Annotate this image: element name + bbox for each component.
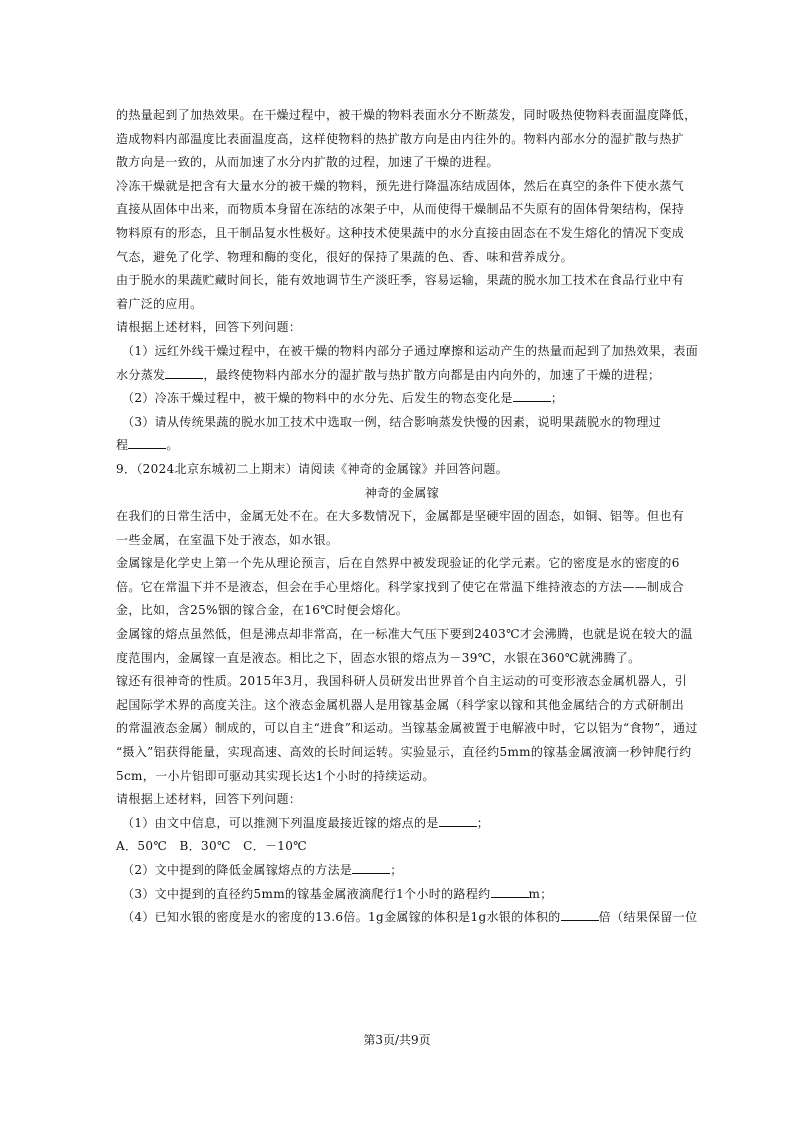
text-line: “摄入”铝获得能量，实现高速、高效的长时间运转。实验显示，直径约5mm的镓基金属液滴一秒钟爬行约 bbox=[116, 745, 692, 760]
text-line: 直接从固体中出来，而物质本身留在冻结的冰架子中，从而使得干燥制品不失原有的固体骨架结构，保持 bbox=[116, 202, 685, 217]
text-segment: 程 bbox=[116, 438, 129, 453]
question-line: （1）远红外线干燥过程中，在被干燥的物料内部分子通过摩擦和运动产生的热量而起到了加热效果，表面 bbox=[122, 343, 699, 358]
text-segment: ，最终使物料内部水分的湿扩散与热扩散方向都是由内向外的，加速了干燥的进程； bbox=[203, 367, 661, 382]
answer-blank[interactable] bbox=[439, 814, 477, 827]
text-segment: （2）冷冻干燥过程中，被干燥的物料中的水分先、后发生的物态变化是 bbox=[122, 391, 513, 406]
text-segment: 水分蒸发 bbox=[116, 367, 166, 382]
text-segment: （3）文中提到的直径约5mm的镓基金属液滴爬行1个小时的路程约 bbox=[122, 886, 491, 901]
answer-blank[interactable] bbox=[561, 908, 599, 921]
text-line: 请根据上述材料，回答下列问题： bbox=[116, 792, 302, 807]
text-line: 冷冻干燥就是把含有大量水分的被干燥的物料，预先进行降温冻结成固体，然后在真空的条件下使水蒸气 bbox=[116, 178, 685, 193]
question-line: （3）请从传统果蔬的脱水加工技术中选取一例，结合影响蒸发快慢的因素，说明果蔬脱水的物理过 bbox=[122, 414, 662, 429]
text-segment: m； bbox=[528, 886, 553, 901]
question-line bbox=[116, 434, 688, 458]
text-line: 金属镓是化学史上第一个先从理论预言，后在自然界中被发现验证的化学元素。它的密度是水的密度的6 bbox=[116, 556, 680, 571]
question-line bbox=[116, 859, 688, 883]
question-line bbox=[116, 387, 688, 411]
page-number: 第3页/共9页 bbox=[363, 1033, 431, 1047]
question-line bbox=[116, 906, 698, 930]
text-line: 镓还有很神奇的性质。2015年3月，我国科研人员研发出世界首个自主运动的可变形液态金属机器人，引 bbox=[116, 674, 687, 689]
text-line: 散方向是一致的，从而加速了水分内扩散的过程，加速了干燥的进程。 bbox=[116, 155, 499, 170]
text-line: 度范围内，金属镓一直是液态。相比之下，固态水银的熔点为－39℃，水银在360℃就沸腾了。 bbox=[116, 650, 641, 665]
text-segment: 。 bbox=[166, 438, 179, 453]
text-line: 在我们的日常生活中，金属无处不在。在大多数情况下，金属都是坚硬牢固的固态，如铜、铝等。但也有 bbox=[116, 509, 685, 524]
question-heading: 9．（2024北京东城初二上期末）请阅读《神奇的金属镓》并回答问题。 bbox=[116, 461, 509, 476]
answer-blank[interactable] bbox=[165, 366, 203, 379]
text-segment: （2）文中提到的降低金属镓熔点的方法是 bbox=[122, 863, 353, 877]
text-segment: ； bbox=[550, 391, 564, 406]
text-segment: 倍（结果保留一位 bbox=[598, 910, 698, 925]
text-segment: （4）已知水银的密度是水的密度的13.6倍。1g金属镓的体积是1g水银的体积的 bbox=[122, 910, 561, 925]
text-line: 金属镓的熔点虽然低，但是沸点却非常高，在一标准大气压下要到2403℃才会沸腾，也就是说在较大的温 bbox=[116, 627, 693, 642]
text-line: 金，比如，含25%铟的镓合金，在16℃时便会熔化。 bbox=[116, 603, 409, 618]
page-content bbox=[116, 104, 699, 930]
text-segment: ； bbox=[476, 815, 490, 830]
text-line: 气态，避免了化学、物理和酶的变化，很好的保持了果蔬的色、香、味和营养成分。 bbox=[116, 249, 573, 264]
text-segment: ； bbox=[390, 863, 403, 877]
article-title: 神奇的金属镓 bbox=[364, 485, 440, 500]
text-line: 起国际学术界的高度关注。这个液态金属机器人是用镓基金属（科学家以镓和其他金属结合的方式研制出 bbox=[116, 697, 685, 712]
answer-blank[interactable] bbox=[352, 861, 390, 874]
text-line: 由于脱水的果蔬贮藏时间长，能有效地调节生产淡旺季，容易运输，果蔬的脱水加工技术在食品行业中有 bbox=[116, 273, 685, 288]
text-segment: （1）由文中信息，可以推测下列温度最接近镓的熔点的是 bbox=[122, 815, 439, 830]
answer-blank[interactable] bbox=[513, 389, 551, 402]
text-line: 一些金属，在室温下处于液态，如水银。 bbox=[116, 532, 339, 547]
text-line: 的热量起到了加热效果。在干燥过程中，被干燥的物料表面水分不断蒸发，同时吸热使物料表面温度降低， bbox=[116, 108, 697, 122]
text-line: 5cm，一小片铝即可驱动其实现长达1个小时的持续运动。 bbox=[116, 768, 435, 783]
options-line: A．50℃ B．30℃ C．－10℃ bbox=[116, 839, 308, 854]
text-line: 请根据上述材料，回答下列问题： bbox=[116, 320, 302, 335]
question-line bbox=[116, 883, 688, 907]
text-line: 造成物料内部温度比表面温度高，这样使物料的热扩散方向是由内往外的。物料内部水分的湿扩散与热扩 bbox=[116, 131, 685, 146]
text-line: 倍。它在常温下并不是液态，但会在手心里熔化。科学家找到了使它在常温下维持液态的方法——制成合 bbox=[116, 579, 685, 594]
text-line: 物料原有的形态，且干制品复水性极好。这种技术使果蔬中的水分直接由固态在不发生熔化的情况下变成 bbox=[116, 225, 685, 240]
text-line: 着广泛的应用。 bbox=[116, 296, 203, 311]
question-line bbox=[116, 812, 688, 836]
text-line: 的常温液态金属）制成的，可以自主“进食”和运动。当镓基金属被置于电解液中时，它以铝为“食物”，通过 bbox=[116, 721, 698, 736]
answer-blank[interactable] bbox=[128, 436, 166, 449]
question-line bbox=[116, 364, 688, 388]
answer-blank[interactable] bbox=[491, 885, 529, 898]
